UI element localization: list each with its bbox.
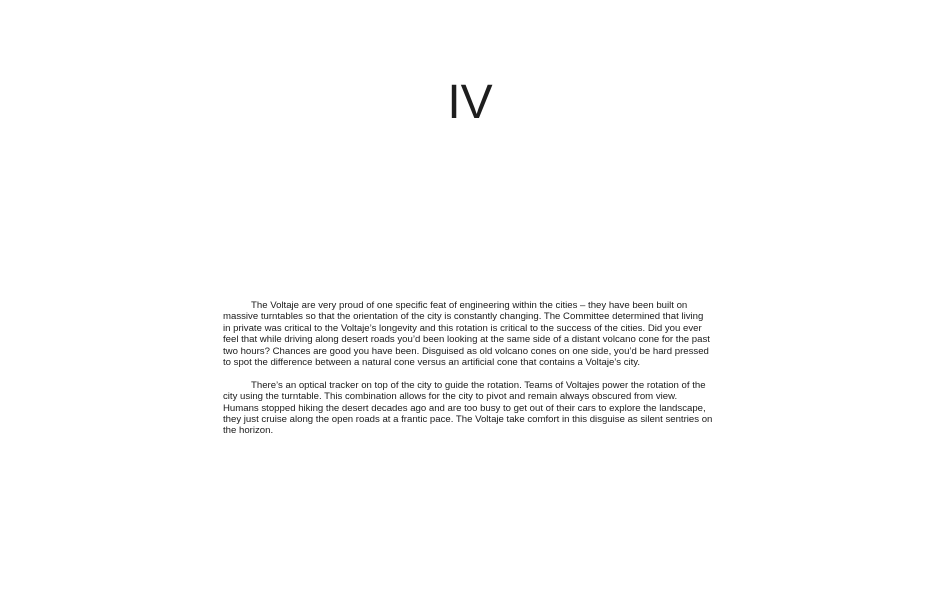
paragraph-2: There’s an optical tracker on top of the city to guide the rotation. Teams of Voltajes power the rotation of the city using the turntable. This combination allows for the city to pivot and remain always obscured from view. Humans stopped hiking the desert decades ago and are too busy to get out of their cars to explore the landscape, they just cruise along the open roads at a frantic pace. The Voltaje take comfort in this disguise as silent sentries on the horizon. — [223, 379, 713, 437]
paragraph-1: The Voltaje are very proud of one specific feat of engineering within the cities – they have been built on massive turntables so that the orientation of the city is constantly changing. The Committee determined that living in private was critical to the Voltaje’s longevity and this rotation is critical to the success of the cities. Did you ever feel that while driving along desert roads you’d been looking at the same side of a distant volcano cone for the past two hours? Chances are good you have been. Disguised as old volcano cones on one side, you’d be hard pressed to spot the difference between a natural cone versus an artificial cone that contains a Voltaje’s city. — [223, 300, 710, 369]
body-text — [223, 300, 713, 437]
chapter-numeral: IV — [447, 76, 493, 129]
